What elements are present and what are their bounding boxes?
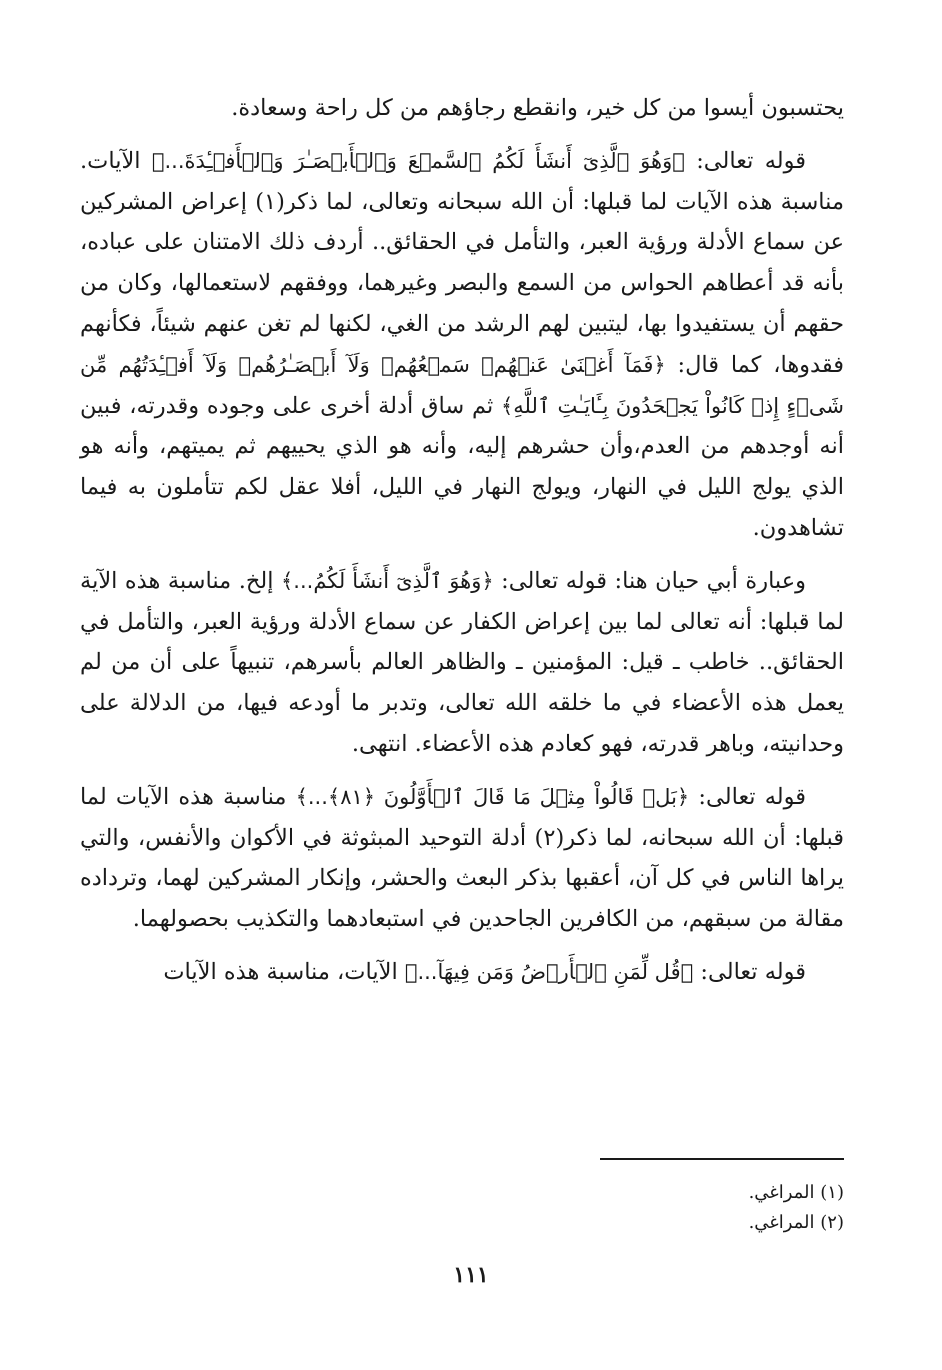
text-run: الآيات، مناسبة هذه الآيات: [163, 958, 398, 985]
text-run: مناسبة هذه الآيات لما قبلها: أن الله سبحانه، لما ذكر(٢) أدلة التوحيد المبثوثة في الأكوان والأنفس، والتي يراها الناس في كل آن، أعقبها بذكر البعث والحشر، وإنكار المشركين لهما، وترداده مقالة من سبقهم، من الكافرين الجاحدين في استبعادهما والتكذيب بحصولهما.: [80, 783, 844, 933]
footnotes: [444, 1178, 844, 1238]
text-run: الآيات. مناسبة هذه الآيات لما قبلها: أن الله سبحانه وتعالى، لما ذكر(١) إعراض المشركين عن سماع الأدلة ورؤية العبر، والتأمل في الحقائق.. أردف ذلك الامتنان على عباده، بأنه قد أعطاهم الحواس من السمع والبصر وغيرهما، ووفقهم لاستعمالها، وكان من حقهم أن يستفيدوا بها، ليتبين لهم الرشد من الغي، لكنها لم تغن عنهم شيئاً، فكأنهم فقدوها، كما قال:: [80, 147, 844, 378]
paragraph-4: [80, 777, 844, 940]
paragraph-1: [80, 88, 844, 129]
quran-verse: ﴿بَلۡ قَالُواْ مِثۡلَ مَا قَالَ ٱلۡأَوَّلُونَ ﴿٨١﴾...﴾: [295, 784, 690, 809]
quran-verse: ﴿وَهُوَ ٱلَّذِىٓ أَنشَأَ لَكُمُ ٱلسَّمۡعَ وَٱلۡأَبۡصَـٰرَ وَٱلۡأَفۡـِٔدَةَ...﴾: [151, 148, 685, 173]
footnote-divider: [600, 1158, 844, 1160]
paragraph-5: [80, 952, 844, 993]
text-run: ثم ساق أدلة أخرى على وجوده وقدرته، فبين أنه أوجدهم من العدم،وأن حشرهم إليه، وأنه هو الذي يحييهم ثم يميتهم، وأنه هو الذي يولج الليل في النهار، ويولج النهار في الليل، أفلا عقل لكم تتأملون به فيما تشاهدون.: [80, 392, 844, 541]
text-run: قوله تعالى:: [689, 783, 807, 810]
text-run: يحتسبون أيسوا من كل خير، وانقطع رجاؤهم من كل راحة وسعادة.: [231, 95, 844, 121]
paragraph-3: [80, 561, 844, 765]
page-number: ١١١: [453, 1262, 489, 1288]
text-run: قوله تعالى:: [693, 958, 806, 985]
footnote-1: (١) المراغي.: [748, 1182, 844, 1203]
quran-verse: ﴿قُل لِّمَنِ ٱلۡأَرۡضُ وَمَن فِيهَآ...﴾: [404, 959, 694, 984]
quran-verse: ﴿وَهُوَ ٱلَّذِىٓ أَنشَأَ لَكُمُ...﴾: [280, 568, 494, 593]
paragraph-2: [80, 141, 844, 549]
text-run: وعبارة أبي حيان هنا: قوله تعالى:: [493, 567, 806, 594]
text-run: إلخ. مناسبة هذه الآية لما قبلها: أنه تعالى لما بين إعراض الكفار عن سماع الأدلة ورؤية العبر، والتأمل في الحقائق.. خاطب ـ قيل: المؤمنين ـ والظاهر العالم بأسرهم، تنبيهاً على أن من لم يعمل هذه الأعضاء في ما خلقه الله تعالى، وتدبر ما أودعه فيها، من الدلالة على وحدانيته، وباهر قدرته، فهو كعادم هذه الأعضاء. انتهى.: [80, 567, 844, 757]
quran-verse: ﴿فَمَآ أَغۡنَىٰ عَنۡهُمۡ سَمۡعُهُمۡ وَلَآ أَبۡصَـٰرُهُمۡ وَلَآ أَفۡـِٔدَتُهُم مِّن شَىۡءٍ إِذۡ كَانُواْ يَجۡحَدُونَ بِـَٔايَـٰتِ ٱللَّهِ﴾: [80, 352, 844, 418]
text-run: قوله تعالى:: [684, 147, 807, 174]
main-text: [80, 88, 844, 1005]
footnote-2: (٢) المراغي.: [748, 1212, 844, 1233]
